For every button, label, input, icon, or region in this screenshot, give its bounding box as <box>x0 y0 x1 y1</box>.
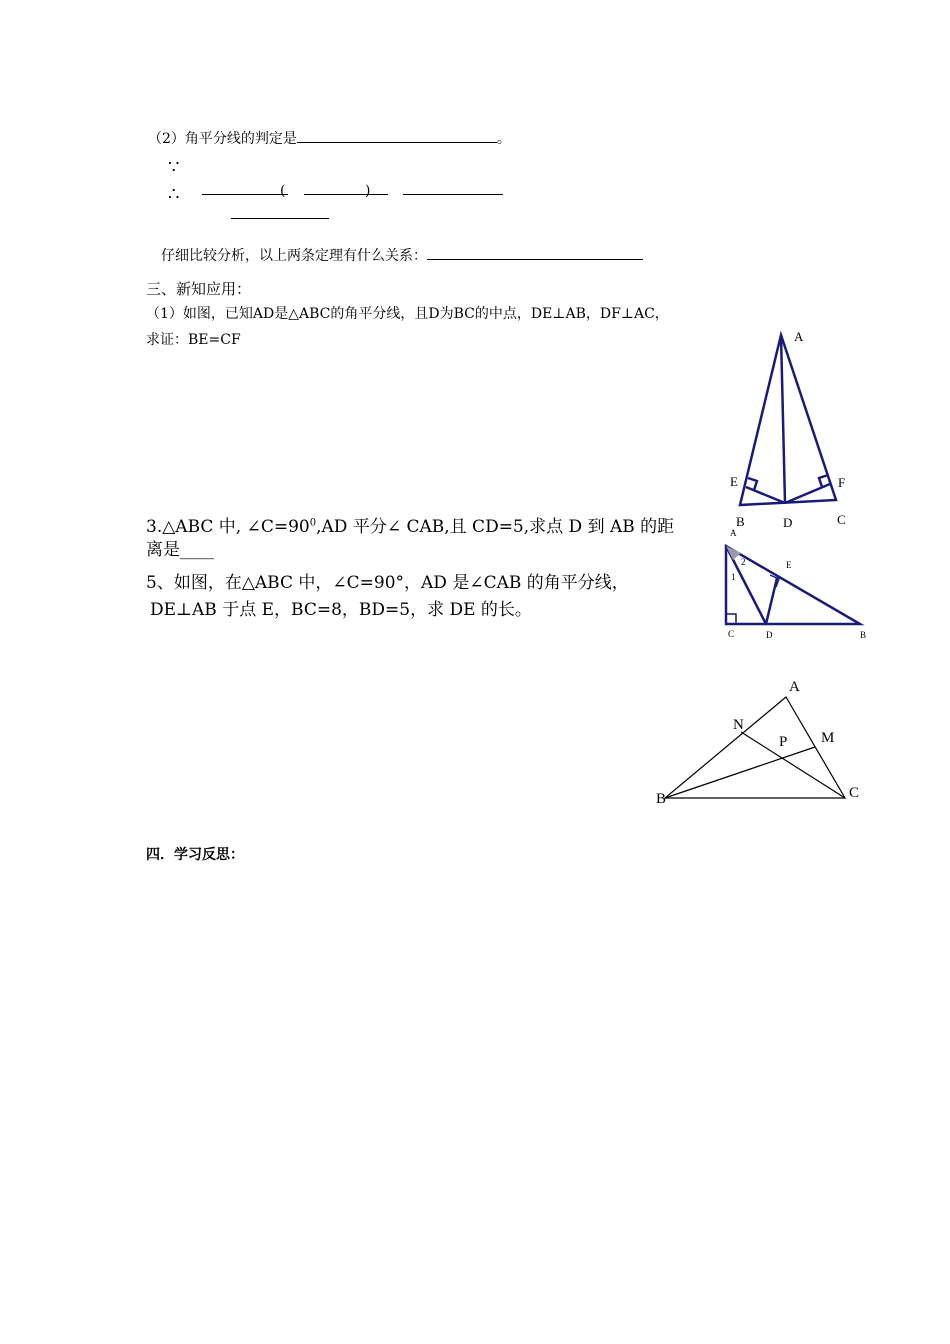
degree-superscript: 0 <box>309 517 317 529</box>
problem1-line2: 求证：BE=CF <box>146 332 241 348</box>
fig2-label-2: 2 <box>741 557 746 567</box>
because-symbol: ∵ <box>168 157 182 178</box>
fig3-cevian-bm <box>665 747 815 798</box>
fig2-label-a: A <box>730 528 737 538</box>
fig2-label-b: B <box>860 630 867 640</box>
fig2-label-d: D <box>766 630 773 640</box>
section3-heading: 三、新知应用： <box>146 280 252 298</box>
fig3-label-p: P <box>779 734 788 750</box>
fig3-triangle-abc <box>665 697 845 798</box>
fig2-right-angle-c <box>726 614 736 624</box>
fig1-label-f: F <box>838 475 846 490</box>
problem3-text-a: 3.△ABC 中, ∠C=90 <box>146 517 310 537</box>
paren-close: ) <box>365 183 371 199</box>
fig3-label-a: A <box>789 679 800 695</box>
problem3-line2: 离是____ <box>146 540 214 560</box>
compare-text: 仔细比较分析，以上两条定理有什么关系： <box>161 248 427 264</box>
section4-heading: 四．学习反思： <box>146 847 244 863</box>
fig3-label-c: C <box>849 785 860 801</box>
fig1-label-c: C <box>837 512 846 527</box>
q2-end: 。 <box>496 131 511 147</box>
fig3-label-n: N <box>733 717 744 733</box>
q2-text: （2）角平分线的判定是 <box>148 131 297 147</box>
fig1-label-a: A <box>794 329 804 344</box>
fig2-label-1: 1 <box>731 572 736 582</box>
fig1-perpendicular-de <box>746 487 785 503</box>
fig1-label-e: E <box>730 474 738 489</box>
problem5-line1: 5、如图，在△ABC 中，∠C=90°，AD 是∠CAB 的角平分线， <box>146 573 629 593</box>
therefore-symbol: ∴ <box>168 184 182 205</box>
problem3-text-b: ,AD 平分∠ CAB,且 CD=5,求点 D 到 AB 的距 <box>316 517 675 537</box>
paren-open: ( <box>280 183 286 199</box>
fig2-label-e: E <box>786 560 792 570</box>
fig1-label-b: B <box>736 514 745 529</box>
fig3-label-m: M <box>821 730 835 746</box>
fig3-label-b: B <box>656 791 667 807</box>
problem5-line2: DE⊥AB 于点 E，BC=8，BD=5，求 DE 的长。 <box>150 600 532 620</box>
fig1-label-d: D <box>783 515 793 530</box>
fig1-bisector-ad <box>781 335 785 503</box>
fig2-label-c: C <box>728 629 735 639</box>
problem1-line1: （1）如图，已知AD是△ABC的角平分线，且D为BC的中点，DE⊥AB，DF⊥AC， <box>146 306 669 322</box>
fig2-perpendicular-de <box>766 578 777 624</box>
